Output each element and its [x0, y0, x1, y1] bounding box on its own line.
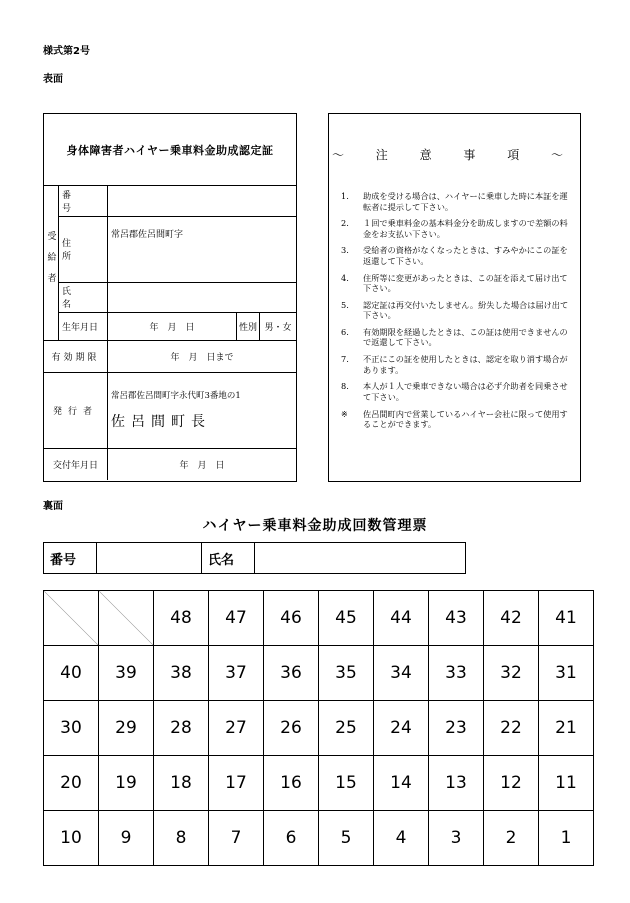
note-text: 本人が１人で乗車できない場合は必ず介助者を同乗させて下さい。	[363, 381, 568, 402]
note-number: 5.	[341, 299, 349, 310]
validity-label: 有効期限	[44, 340, 108, 372]
count-grid	[43, 590, 594, 866]
note-text: 有効期限を経過したときは、この証は使用できませんので返還して下さい。	[363, 326, 568, 348]
note-item	[341, 245, 570, 266]
dob-value: 年 月 日	[108, 312, 237, 340]
note-number: 1.	[341, 191, 349, 201]
grid-cell: 13	[429, 756, 484, 811]
front-label: 表面	[43, 74, 63, 85]
grid-cell: 22	[484, 701, 539, 756]
grid-cell: 46	[264, 591, 319, 646]
grid-cell: 34	[374, 646, 429, 701]
holder-name-field	[255, 543, 466, 574]
issuer-name: 佐呂間町長	[111, 414, 211, 430]
grid-row	[44, 811, 594, 866]
grid-cell: 40	[44, 646, 99, 701]
grid-cell: 39	[99, 646, 154, 701]
grid-cell: 42	[484, 591, 539, 646]
grid-cell: 5	[319, 811, 374, 866]
note-text: 佐呂間町内で営業しているハイヤー会社に限って使用することができます。	[363, 408, 568, 429]
sex-value: 男・女	[260, 312, 297, 340]
note-number: 8.	[341, 381, 349, 392]
number-field	[108, 186, 297, 216]
grid-cell: 25	[319, 701, 374, 756]
note-text: 不正にこの証を使用したときは、認定を取り消す場合があります。	[363, 354, 568, 375]
grid-cell: 23	[429, 701, 484, 756]
grid-cell: 41	[539, 591, 594, 646]
holder-info-table	[43, 542, 466, 574]
grid-cell: 9	[99, 811, 154, 866]
grid-cell: 33	[429, 646, 484, 701]
grid-cell: 1	[539, 811, 594, 866]
note-text: 住所等に変更があったときは、この証を添えて届け出て下さい。	[363, 272, 568, 294]
grid-cell: 4	[374, 811, 429, 866]
grid-cell: 30	[44, 701, 99, 756]
grid-row	[44, 591, 594, 646]
grid-cell: 21	[539, 701, 594, 756]
grid-cell: 10	[44, 811, 99, 866]
back-title: ハイヤー乗車料金助成回数管理票	[202, 518, 428, 534]
issuer-address: 常呂郡佐呂間町字永代町3番地の1	[111, 391, 241, 401]
grid-cell: 7	[209, 811, 264, 866]
grid-row	[44, 756, 594, 811]
note-item	[341, 327, 570, 348]
address-value: 常呂郡佐呂間町字	[108, 216, 297, 282]
note-item	[341, 218, 570, 239]
holder-number-label: 番号	[44, 543, 97, 574]
grid-cell: 15	[319, 756, 374, 811]
issue-date-label: 交付年月日	[44, 448, 108, 480]
note-item	[341, 354, 570, 375]
note-number: ※	[341, 408, 348, 419]
notes-title: ～ 注 意 事 項 ～	[331, 148, 578, 162]
grid-row	[44, 701, 594, 756]
notes-card	[328, 113, 581, 482]
note-number: 3.	[341, 245, 349, 256]
address-label: 住 所	[59, 216, 108, 282]
holder-name-label: 氏名	[202, 543, 255, 574]
note-item	[341, 381, 570, 402]
grid-cell: 31	[539, 646, 594, 701]
grid-cell: 20	[44, 756, 99, 811]
grid-cell: 6	[264, 811, 319, 866]
note-text: １回で乗車料金の基本料金分を助成しますので差額の料金をお支払い下さい。	[363, 218, 568, 239]
name-label: 氏 名	[59, 282, 108, 312]
holder-number-field	[97, 543, 202, 574]
grid-cell: 47	[209, 591, 264, 646]
grid-cell: 19	[99, 756, 154, 811]
grid-cell: 12	[484, 756, 539, 811]
issuer-cell	[108, 372, 297, 448]
grid-cell-crossed	[99, 591, 154, 646]
notes-list	[329, 191, 580, 430]
validity-value: 年 月 日まで	[108, 340, 297, 372]
note-item	[341, 300, 570, 321]
grid-row	[44, 646, 594, 701]
grid-cell: 37	[209, 646, 264, 701]
note-number: 2.	[341, 218, 349, 229]
grid-cell: 35	[319, 646, 374, 701]
grid-cell: 48	[154, 591, 209, 646]
issuer-label: 発行者	[44, 372, 108, 448]
note-item	[341, 191, 570, 212]
note-text: 認定証は再交付いたしません。紛失した場合は届け出て下さい。	[363, 299, 569, 321]
note-number: 7.	[341, 354, 349, 365]
certificate-table	[44, 186, 296, 480]
grid-cell: 27	[209, 701, 264, 756]
grid-cell: 8	[154, 811, 209, 866]
grid-cell: 2	[484, 811, 539, 866]
grid-cell: 29	[99, 701, 154, 756]
note-number: 4.	[341, 272, 349, 283]
certificate-title: 身体障害者ハイヤー乗車料金助成認定証	[44, 114, 296, 186]
certificate-card	[43, 113, 297, 482]
recipient-label: 受給者	[44, 186, 59, 340]
grid-cell: 36	[264, 646, 319, 701]
grid-cell: 32	[484, 646, 539, 701]
grid-cell: 45	[319, 591, 374, 646]
sex-label: 性別	[237, 312, 260, 340]
dob-label: 生年月日	[59, 312, 108, 340]
back-label: 裏面	[43, 501, 63, 512]
note-item	[341, 409, 570, 430]
grid-cell: 18	[154, 756, 209, 811]
note-text: 助成を受ける場合は、ハイヤーに乗車した時に本証を運転者に提示して下さい。	[363, 191, 568, 212]
grid-cell: 26	[264, 701, 319, 756]
grid-cell: 17	[209, 756, 264, 811]
note-text: 受給者の資格がなくなったときは、すみやかにこの証を返還して下さい。	[363, 245, 568, 266]
grid-cell: 38	[154, 646, 209, 701]
number-label: 番 号	[59, 186, 108, 216]
grid-cell: 3	[429, 811, 484, 866]
grid-cell: 28	[154, 701, 209, 756]
note-item	[341, 273, 570, 294]
grid-cell-crossed	[44, 591, 99, 646]
grid-cell: 11	[539, 756, 594, 811]
note-number: 6.	[341, 326, 349, 337]
name-field	[108, 282, 297, 312]
grid-cell: 44	[374, 591, 429, 646]
grid-cell: 14	[374, 756, 429, 811]
grid-cell: 43	[429, 591, 484, 646]
issue-date-value: 年 月 日	[108, 448, 297, 480]
grid-cell: 24	[374, 701, 429, 756]
grid-cell: 16	[264, 756, 319, 811]
form-number: 様式第2号	[43, 46, 90, 57]
